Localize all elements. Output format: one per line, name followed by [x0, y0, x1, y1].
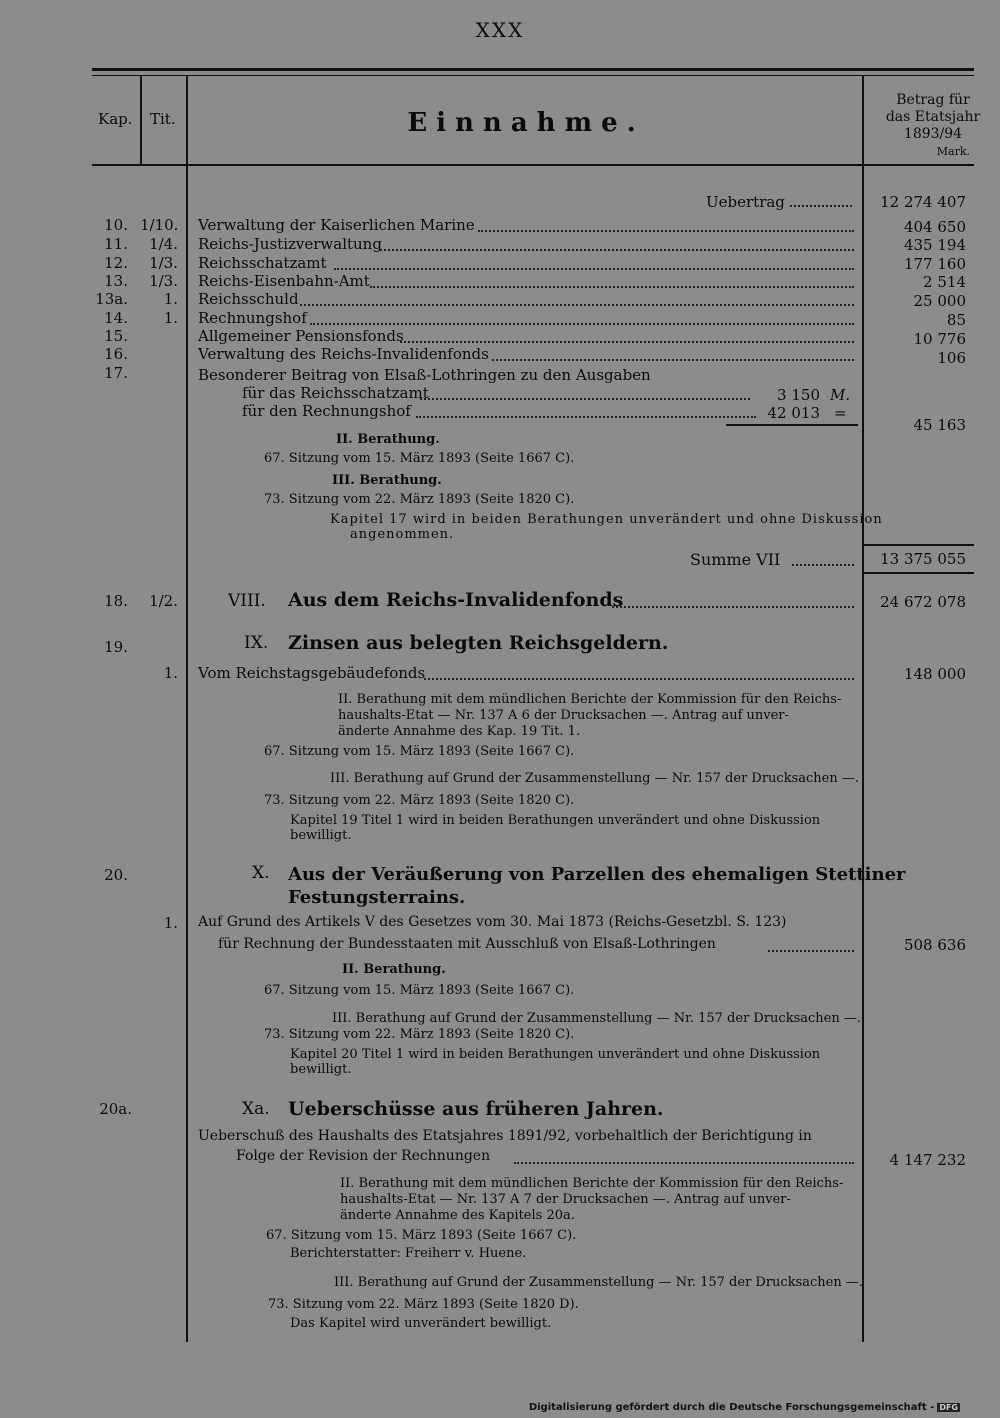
note-text: III. Berathung auf Grund der Zusammenstellung — Nr. 157 der Drucksachen —. [332, 1011, 861, 1026]
summe-label: Summe VII [690, 550, 781, 569]
leader-dots [424, 676, 854, 680]
page-number: XXX [475, 18, 525, 42]
note-text: Berichterstatter: Freiherr v. Huene. [290, 1246, 527, 1261]
row-label: Reichs-Justizverwaltung [198, 235, 382, 253]
row-amount: 2 514 [923, 273, 966, 291]
note-heading: III. Berathung. [332, 473, 442, 488]
leader-dots [334, 266, 854, 270]
row-label: Auf Grund des Artikels V des Gesetzes vom 30. Mai 1873 (Reichs-Gesetzbl. S. 123) [198, 914, 787, 930]
leader-dots [380, 247, 854, 251]
leader-dots [420, 396, 750, 400]
leader-dots [768, 948, 854, 952]
sub-amount: 42 013 [767, 404, 820, 422]
betrag-line-3: 1893/94 [903, 126, 963, 142]
header-betrag [866, 92, 1000, 160]
note-text: 67. Sitzung vom 15. März 1893 (Seite 1667 C). [264, 744, 575, 759]
betrag-unit: Mark. [936, 145, 970, 158]
kap-number: 11. [104, 235, 128, 253]
row-label: Reichs-Eisenbahn-Amt [198, 272, 370, 290]
section-title: Ueberschüsse aus früheren Jahren. [288, 1098, 664, 1120]
row-amount: 106 [937, 349, 966, 367]
note-text: änderte Annahme des Kapitels 20a. [340, 1208, 575, 1223]
kap-number: 13. [104, 272, 128, 290]
section-number: Xa. [242, 1099, 270, 1119]
note-text: 73. Sitzung vom 22. März 1893 (Seite 1820 C). [264, 492, 575, 507]
col-divider-kap [140, 76, 142, 164]
leader-dots [300, 302, 854, 306]
row-label: für Rechnung der Bundesstaaten mit Ausschluß von Elsaß-Lothringen [218, 936, 716, 952]
uebertrag-label: Uebertrag [706, 193, 785, 211]
note-text: 73. Sitzung vom 22. März 1893 (Seite 1820 D). [268, 1297, 579, 1312]
row-amount: 25 000 [913, 292, 966, 310]
leader-dots [792, 562, 854, 566]
row-label: Verwaltung der Kaiserlichen Marine [198, 216, 475, 234]
section-title: Aus dem Reichs-Invalidenfonds [288, 589, 624, 611]
kap-number: 14. [104, 309, 128, 327]
note-text: Kapitel 17 wird in beiden Berathungen unverändert und ohne Diskussion [330, 512, 883, 527]
note-text: 73. Sitzung vom 22. März 1893 (Seite 1820 C). [264, 793, 575, 808]
row-amount: 45 163 [913, 416, 966, 434]
sub-unit: = [834, 404, 847, 422]
uebertrag-amount: 12 274 407 [880, 193, 966, 211]
row-amount: 148 000 [903, 665, 966, 683]
note-text: bewilligt. [290, 828, 352, 843]
betrag-line-2: das Etatsjahr [885, 109, 981, 125]
leader-dots [492, 357, 854, 361]
sub-unit: M. [830, 386, 851, 404]
leader-dots [612, 604, 854, 608]
sub-label: für das Reichsschatzamt [242, 384, 429, 402]
summe-rule-bottom [862, 572, 974, 574]
leader-dots [370, 284, 854, 288]
note-text: 67. Sitzung vom 15. März 1893 (Seite 1667 C). [264, 451, 575, 466]
row-label: Rechnungshof [198, 309, 307, 327]
kap-number: 13a. [95, 290, 128, 308]
note-text: 73. Sitzung vom 22. März 1893 (Seite 1820 C). [264, 1027, 575, 1042]
note-text: III. Berathung auf Grund der Zusammenstellung — Nr. 157 der Drucksachen —. [330, 771, 859, 786]
row-label: Folge der Revision der Rechnungen [236, 1148, 491, 1164]
sub-label: für den Rechnungshof [242, 402, 411, 420]
kap-number: 20a. [99, 1100, 132, 1118]
section-title: Festungsterrains. [288, 887, 466, 908]
note-heading: II. Berathung. [342, 962, 446, 977]
leader-dots [400, 339, 854, 343]
summe-rule-top [862, 544, 974, 546]
row-label: Ueberschuß des Haushalts des Etatsjahres 1891/92, vorbehaltlich der Berichtigung in [198, 1128, 812, 1144]
kap-number: 16. [104, 345, 128, 363]
section-amount: 24 672 078 [880, 593, 966, 611]
leader-dots [514, 1160, 854, 1164]
betrag-line-1: Betrag für [896, 92, 970, 108]
note-text: Kapitel 20 Titel 1 wird in beiden Berathungen unverändert und ohne Diskussion [290, 1047, 821, 1062]
tit-number: 1. [163, 290, 178, 308]
leader-dots [790, 203, 852, 207]
header-kap: Kap. [98, 110, 133, 128]
note-text: bewilligt. [290, 1062, 352, 1077]
note-text: angenommen. [350, 527, 455, 542]
row-amount: 177 160 [903, 255, 966, 273]
note-text: III. Berathung auf Grund der Zusammenstellung — Nr. 157 der Drucksachen —. [334, 1275, 863, 1290]
footer-text: Digitalisierung gefördert durch die Deutsche Forschungsgemeinschaft - [528, 1402, 935, 1413]
section-title: Zinsen aus belegten Reichsgeldern. [288, 632, 669, 654]
subtotal-rule [726, 424, 858, 426]
note-text: 67. Sitzung vom 15. März 1893 (Seite 1667 C). [266, 1228, 577, 1243]
row-amount: 4 147 232 [889, 1151, 966, 1169]
tit-number: 1/3. [149, 254, 178, 272]
row-label: Besonderer Beitrag von Elsaß-Lothringen zu den Ausgaben [198, 366, 651, 384]
header-bottom-rule [92, 164, 974, 166]
row-amount: 404 650 [903, 218, 966, 236]
kap-number: 19. [104, 638, 128, 656]
section-number: X. [252, 863, 270, 883]
note-text: II. Berathung mit dem mündlichen Berichte der Kommission für den Reichs- [340, 1176, 844, 1191]
col-divider-tit [186, 76, 188, 1342]
kap-number: 15. [104, 327, 128, 345]
kap-number: 18. [104, 592, 128, 610]
note-heading: II. Berathung. [336, 432, 440, 447]
note-text: Das Kapitel wird unverändert bewilligt. [290, 1316, 552, 1331]
tit-number: 1/3. [149, 272, 178, 290]
tit-number: 1/2. [149, 592, 178, 610]
row-label: Reichsschatzamt [198, 254, 327, 272]
row-label: Allgemeiner Pensionsfonds [198, 327, 404, 345]
tit-number: 1/10. [140, 216, 179, 234]
tit-number: 1. [163, 664, 178, 682]
section-title: Aus der Veräußerung von Parzellen des ehemaligen Stettiner [288, 864, 906, 885]
summe-amount: 13 375 055 [880, 550, 966, 568]
sub-amount: 3 150 [777, 386, 820, 404]
kap-number: 10. [104, 216, 128, 234]
tit-number: 1. [163, 914, 178, 932]
tit-number: 1. [163, 309, 178, 327]
top-rule-thin [92, 75, 974, 76]
kap-number: 20. [104, 866, 128, 884]
section-number: VIII. [228, 591, 266, 611]
leader-dots [416, 414, 756, 418]
kap-number: 17. [104, 364, 128, 382]
note-text: änderte Annahme des Kap. 19 Tit. 1. [338, 724, 581, 739]
top-rule [92, 68, 974, 71]
note-text: haushalts-Etat — Nr. 137 A 6 der Drucksachen —. Antrag auf unver- [338, 708, 789, 723]
row-amount: 435 194 [903, 236, 966, 254]
header-title: Einnahme. [407, 108, 645, 138]
section-number: IX. [244, 633, 269, 653]
row-amount: 10 776 [913, 330, 966, 348]
tit-number: 1/4. [149, 235, 178, 253]
leader-dots [310, 321, 854, 325]
dfg-logo: DFG [939, 1403, 958, 1412]
leader-dots [478, 228, 854, 232]
kap-number: 12. [104, 254, 128, 272]
row-label: Reichsschuld [198, 290, 299, 308]
note-text: Kapitel 19 Titel 1 wird in beiden Berathungen unverändert und ohne Diskussion [290, 813, 821, 828]
note-text: haushalts-Etat — Nr. 137 A 7 der Drucksachen —. Antrag auf unver- [340, 1192, 791, 1207]
row-amount: 508 636 [903, 936, 966, 954]
header-tit: Tit. [150, 110, 176, 128]
note-text: II. Berathung mit dem mündlichen Berichte der Kommission für den Reichs- [338, 692, 842, 707]
col-divider-betrag [862, 76, 864, 1342]
row-label: Vom Reichstagsgebäudefonds [198, 664, 426, 682]
footer-credit [529, 1402, 960, 1413]
row-label: Verwaltung des Reichs-Invalidenfonds [198, 345, 489, 363]
row-amount: 85 [946, 311, 966, 329]
note-text: 67. Sitzung vom 15. März 1893 (Seite 1667 C). [264, 983, 575, 998]
